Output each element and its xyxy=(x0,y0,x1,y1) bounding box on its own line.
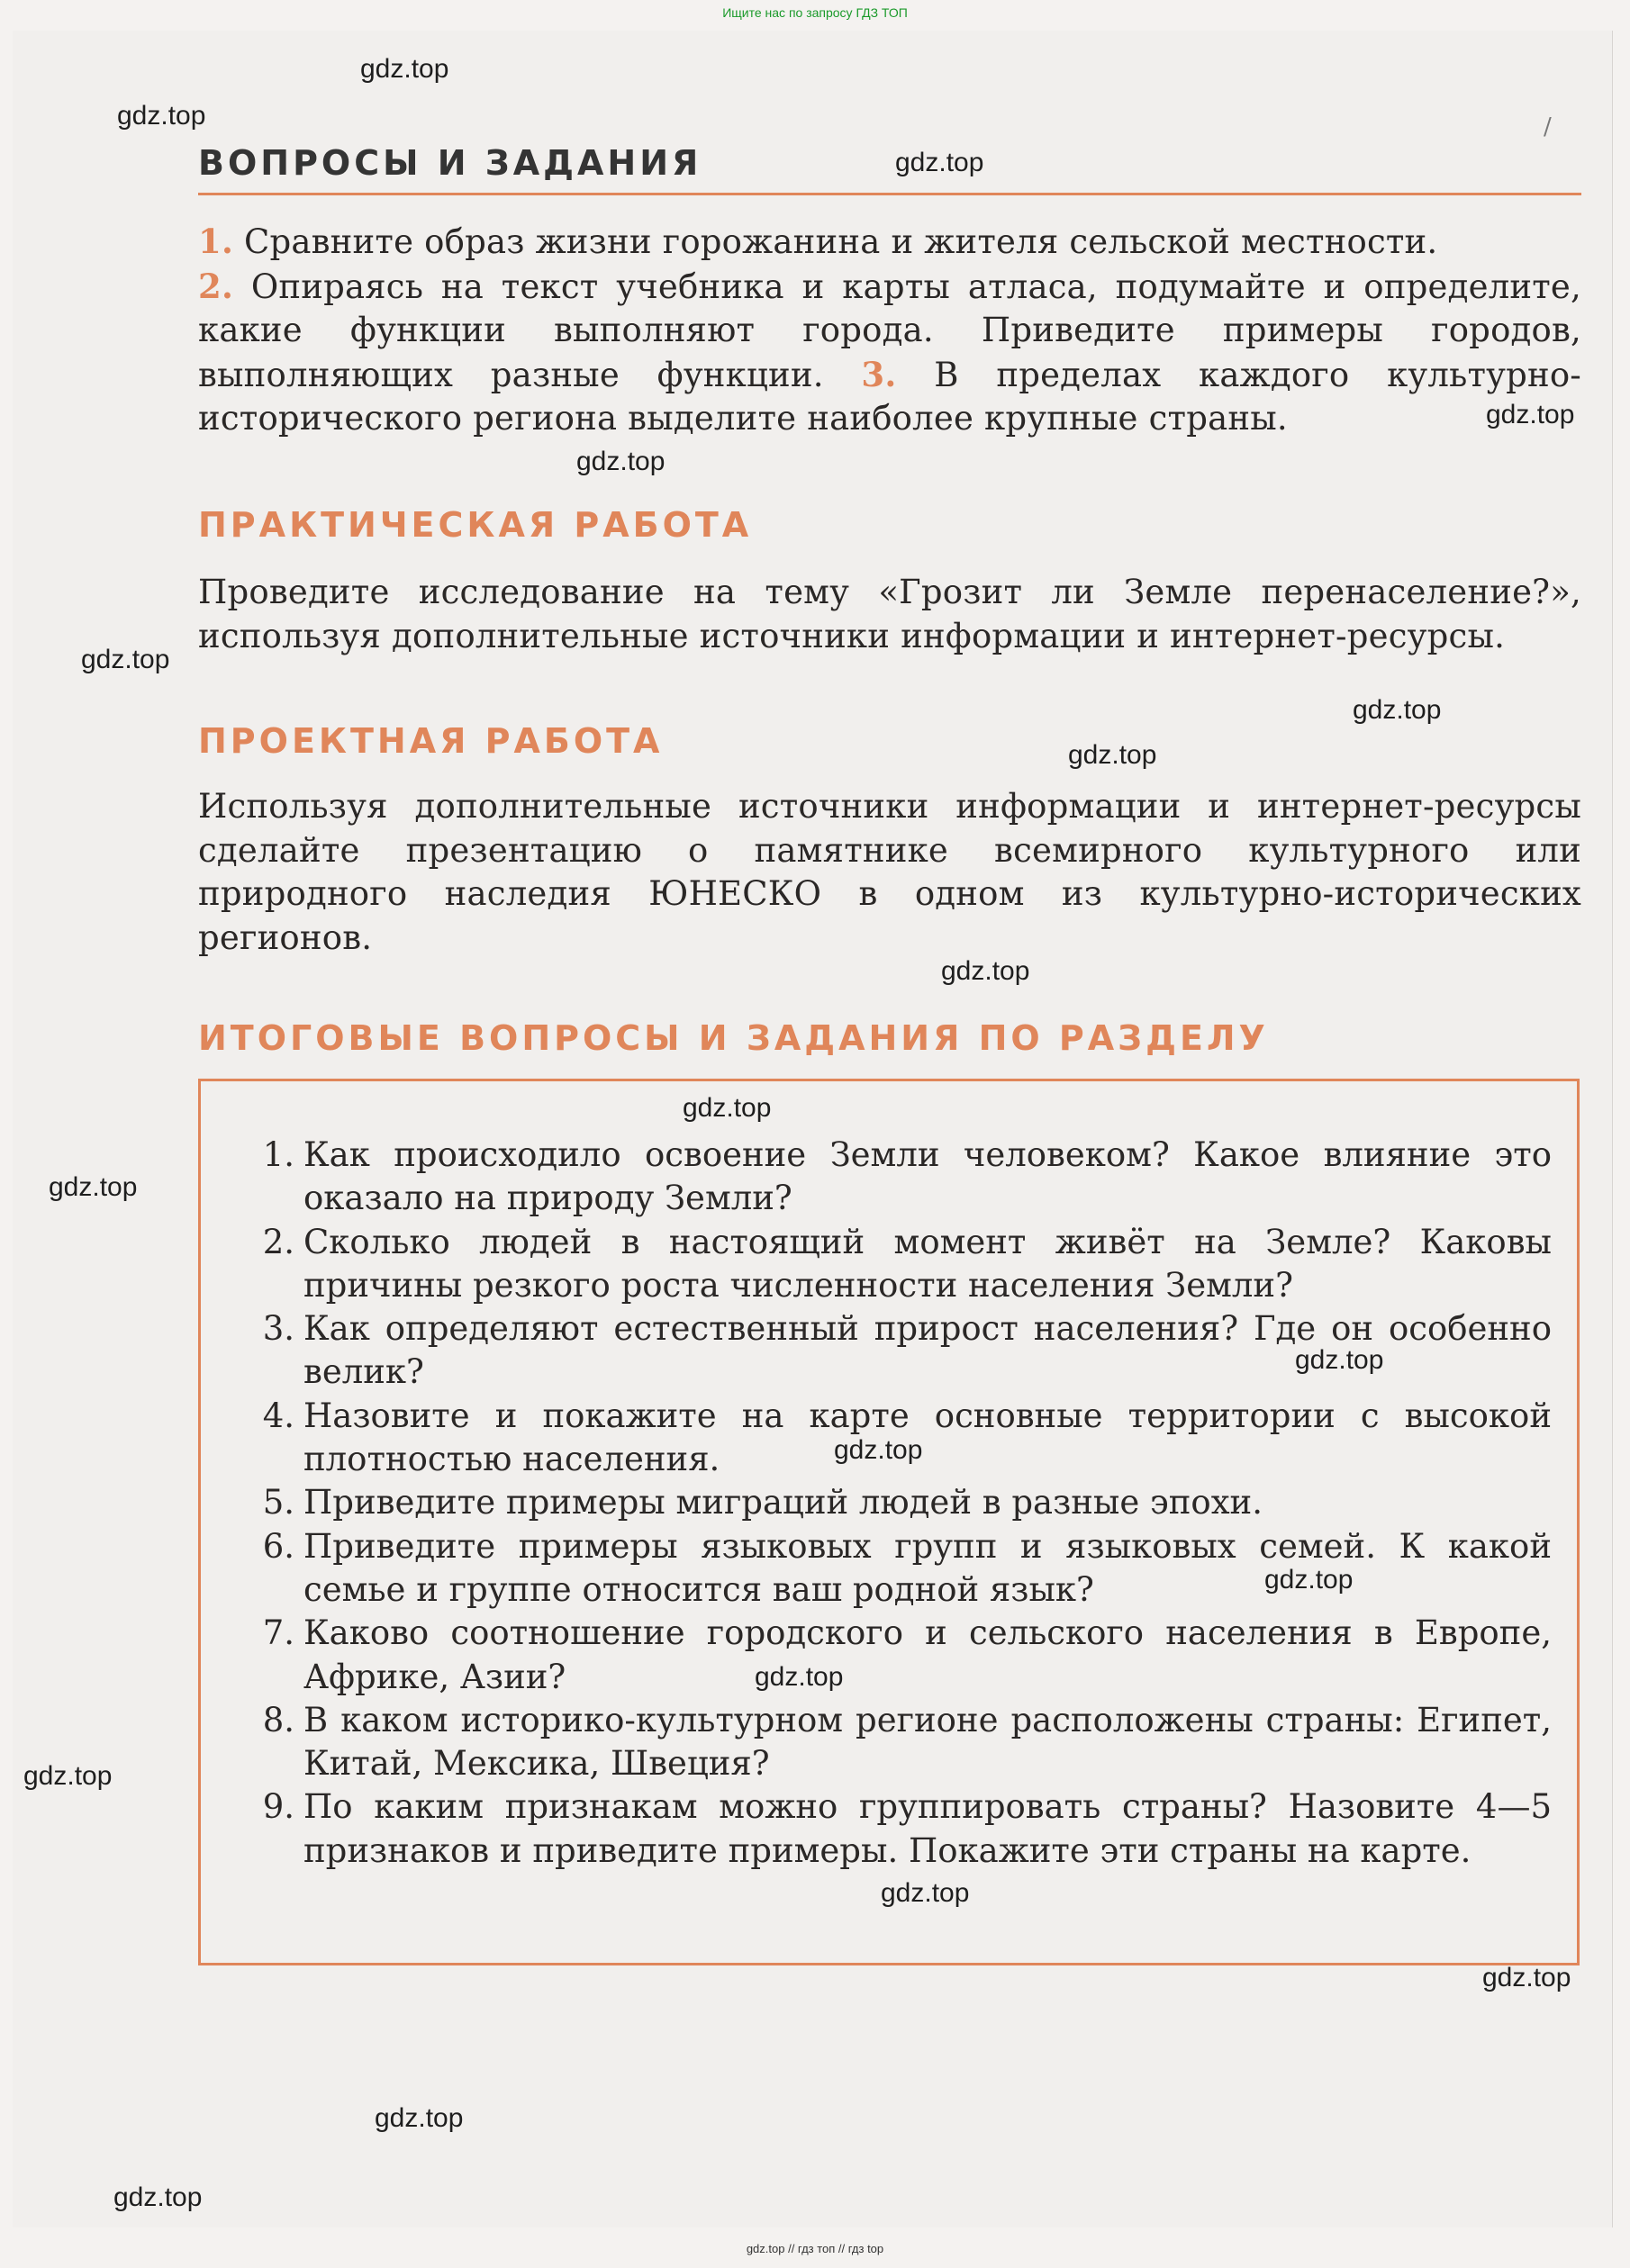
watermark: gdz.top xyxy=(1295,1345,1384,1375)
list-item xyxy=(248,1699,1552,1786)
q3-text: В пределах каждого культурно-исторического региона выделите наиболее крупные страны. xyxy=(198,355,1582,438)
list-item xyxy=(248,1481,1552,1524)
list-item xyxy=(248,1785,1552,1873)
q2-text: Опираясь на текст учебника и карты атласа, подумайте и определите, какие функции выполняют города. Приведите примеры городов, выполняющих разные функции. xyxy=(198,267,1581,394)
top-banner: Ищите нас по запросу ГДЗ ТОП xyxy=(722,5,908,20)
watermark: gdz.top xyxy=(1068,740,1157,770)
scan-mark: / xyxy=(1544,113,1552,140)
watermark: gdz.top xyxy=(375,2103,464,2133)
question-text: По каким признакам можно группировать страны? Назовите 4—5 признаков и приведите примеры. Покажите эти страны на карте. xyxy=(303,1787,1552,1870)
watermark: gdz.top xyxy=(117,101,206,131)
final-questions-list xyxy=(248,1134,1552,1873)
list-item xyxy=(248,1525,1552,1613)
question-number: 5. xyxy=(262,1483,294,1523)
project-work-heading: ПРОЕКТНАЯ РАБОТА xyxy=(198,721,664,761)
question-text: Каково соотношение городского и сельского населения в Европе, Африке, Азии? xyxy=(303,1613,1552,1696)
watermark: gdz.top xyxy=(360,54,449,84)
question-number: 1. xyxy=(262,1135,294,1174)
question-text: Как определяют естественный прирост населения? Где он особенно велик? xyxy=(303,1309,1552,1392)
watermark: gdz.top xyxy=(881,1878,970,1908)
question-number: 9. xyxy=(262,1787,294,1827)
question-number: 2. xyxy=(262,1222,294,1261)
final-questions-heading: ИТОГОВЫЕ ВОПРОСЫ И ЗАДАНИЯ ПО РАЗДЕЛУ xyxy=(198,1018,1269,1058)
question-text: Назовите и покажите на карте основные территории с высокой плотностью населения. xyxy=(303,1396,1552,1479)
list-item xyxy=(248,1221,1552,1308)
question-number: 3. xyxy=(262,1309,294,1349)
final-questions-box xyxy=(198,1079,1580,1965)
watermark: gdz.top xyxy=(683,1093,772,1123)
question-number: 8. xyxy=(262,1700,294,1739)
list-item xyxy=(248,1134,1552,1221)
question-number: 4. xyxy=(262,1396,294,1435)
questions-heading: ВОПРОСЫ И ЗАДАНИЯ xyxy=(198,143,702,183)
bottom-banner: gdz.top // гдз топ // гдз top xyxy=(746,2242,884,2255)
watermark: gdz.top xyxy=(1353,695,1442,725)
watermark: gdz.top xyxy=(49,1172,138,1202)
watermark: gdz.top xyxy=(755,1662,844,1692)
watermark: gdz.top xyxy=(941,956,1030,986)
list-item xyxy=(248,1612,1552,1699)
watermark: gdz.top xyxy=(23,1761,113,1791)
project-work-text: Используя дополнительные источники информации и интернет-ресурсы сделайте презентацию о памятнике всемирного культурного или природного наследия ЮНЕСКО в одном из культурно-исторических регионов. xyxy=(198,787,1581,957)
question-text: Сколько людей в настоящий момент живёт на Земле? Каковы причины резкого роста численности населения Земли? xyxy=(303,1222,1552,1305)
watermark: gdz.top xyxy=(576,447,666,476)
question-number: 7. xyxy=(262,1613,294,1653)
watermark: gdz.top xyxy=(81,645,170,674)
practical-work-heading: ПРАКТИЧЕСКАЯ РАБОТА xyxy=(198,505,753,545)
q1-text: Сравните образ жизни горожанина и жителя сельской местности. xyxy=(244,222,1438,261)
q3-number: 3. xyxy=(861,354,897,394)
watermark: gdz.top xyxy=(1486,400,1575,429)
questions-paragraph xyxy=(198,220,1581,441)
question-text: Приведите примеры языковых групп и языковых семей. К какой семье и группе относится ваш родной язык? xyxy=(303,1526,1552,1609)
question-text: Приведите примеры миграций людей в разные эпохи. xyxy=(303,1483,1263,1523)
watermark: gdz.top xyxy=(1264,1565,1354,1595)
watermark: gdz.top xyxy=(113,2182,203,2212)
q2-number: 2. xyxy=(198,266,234,306)
question-number: 6. xyxy=(262,1526,294,1566)
practical-work-text: Проведите исследование на тему «Грозит ли Земле перенаселение?», используя дополнительные источники информации и интернет-ресурсы. xyxy=(198,573,1581,655)
heading-rule xyxy=(198,193,1581,195)
watermark: gdz.top xyxy=(895,148,984,177)
question-text: В каком историко-культурном регионе расположены страны: Египет, Китай, Мексика, Швеция? xyxy=(303,1700,1552,1784)
question-text: Как происходило освоение Земли человеком? Какое влияние это оказало на природу Земли? xyxy=(303,1135,1552,1218)
textbook-page xyxy=(13,31,1613,2227)
watermark: gdz.top xyxy=(834,1435,923,1465)
q1-number: 1. xyxy=(198,221,234,261)
watermark: gdz.top xyxy=(1482,1963,1571,1992)
